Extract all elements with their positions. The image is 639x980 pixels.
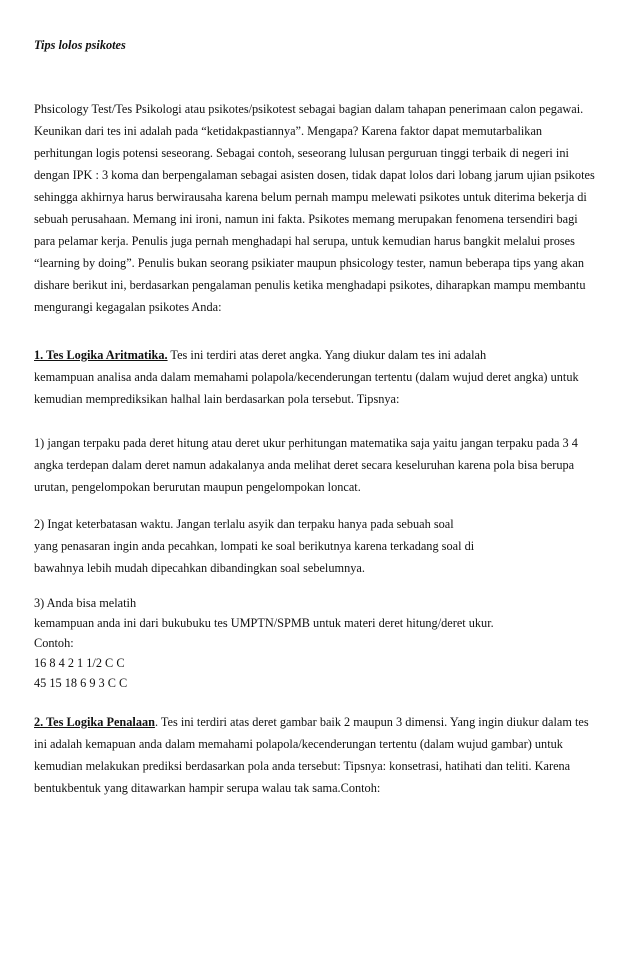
tip-line: kemampuan anda ini dari bukubuku tes UMPTN/SPMB untuk materi deret hitung/deret ukur. <box>34 616 494 630</box>
intro-line: dengan IPK : 3 koma dan berpengalaman sebagai asisten dosen, tidak dapat lolos dari lobang jarum ujian psikotes <box>34 168 595 182</box>
example-sequence: 45 15 18 6 9 3 C C <box>34 676 128 690</box>
section-heading: 2. Tes Logika Penalaan <box>34 715 155 729</box>
tip-line: bawahnya lebih mudah dipecahkan dibandingkan soal sebelumnya. <box>34 561 365 575</box>
tip-1-paragraph <box>34 432 614 498</box>
tip-3-paragraph <box>34 593 614 693</box>
section-line: kemampuan analisa anda dalam memahami polapola/kecenderungan tertentu (dalam wujud deret angka) untuk <box>34 370 579 384</box>
intro-line: sehingga akhirnya harus berwirausaha karena belum pernah mampu melewati psikotes untuk diterima bekerja di <box>34 190 587 204</box>
intro-line: dishare berikut ini, berdasarkan pengalaman penulis ketika menghadapi psikotes, diharapkan mampu membantu <box>34 278 586 292</box>
section-line: kemudian melakukan prediksi berdasarkan pola anda tersebut: Tipsnya: konsetrasi, hatihati dan teliti. Karena <box>34 759 571 773</box>
intro-line: Keunikan dari tes ini adalah pada “ketidakpastiannya”. Mengapa? Karena faktor dapat memutarbalikan <box>34 124 543 138</box>
intro-line: para pelamar kerja. Penulis juga pernah menghadapi hal serupa, untuk kemudian harus bangkit melalui proses <box>34 234 575 248</box>
tip-line: 1) jangan terpaku pada deret hitung atau deret ukur perhitungan matematika saja yaitu jangan terpaku pada 3 4 <box>34 436 578 450</box>
example-label: Contoh: <box>34 636 74 650</box>
section-first-line-text: Tes ini terdiri atas deret angka. Yang diukur dalam tes ini adalah <box>167 348 487 362</box>
document-title: Tips lolos psikotes <box>34 38 126 52</box>
section-first-line <box>34 344 614 366</box>
section-first-line <box>34 711 614 733</box>
tip-line: yang penasaran ingin anda pecahkan, lompati ke soal berikutnya karena terkadang soal di <box>34 539 475 553</box>
section-line: ini adalah kemapuan anda dalam memahami polapola/kecenderungan tertentu (dalam wujud gambar) untuk <box>34 737 563 751</box>
tip-2-paragraph <box>34 513 614 579</box>
intro-line: Phsicology Test/Tes Psikologi atau psikotes/psikotest sebagai bagian dalam tahapan penerimaan calon pegawai. <box>34 102 584 116</box>
section-logika-aritmatika <box>34 344 614 410</box>
tip-line: 2) Ingat keterbatasan waktu. Jangan terlalu asyik dan terpaku hanya pada sebuah soal <box>34 517 454 531</box>
example-sequence: 16 8 4 2 1 1/2 C C <box>34 656 125 670</box>
intro-line: mengurangi kegagalan psikotes Anda: <box>34 300 222 314</box>
tip-line: angka terdepan dalam deret namun adakalanya anda melihat deret secara keseluruhan karena pola bisa berupa <box>34 458 575 472</box>
tip-line: urutan, pengelompokan berurutan maupun pengelompokan loncat. <box>34 480 361 494</box>
section-heading: 1. Tes Logika Aritmatika. <box>34 348 168 362</box>
intro-paragraph <box>34 98 614 318</box>
tip-line: 3) Anda bisa melatih <box>34 596 137 610</box>
intro-line: sebuah perusahaan. Memang ini ironi, namun ini fakta. Psikotes memang merupakan fenomena tersendiri bagi <box>34 212 578 226</box>
intro-line: perhitungan logis potensi seseorang. Sebagai contoh, seseorang lulusan perguruan tinggi terbaik di negeri ini <box>34 146 569 160</box>
section-first-line-text: . Tes ini terdiri atas deret gambar baik 2 maupun 3 dimensi. Yang ingin diukur dalam tes <box>154 715 589 729</box>
section-line: bentukbentuk yang ditawarkan hampir serupa walau tak sama.Contoh: <box>34 781 381 795</box>
intro-line: “learning by doing”. Penulis bukan seorang psikiater maupun phsicology tester, namun beberapa tips yang akan <box>34 256 584 270</box>
section-line: kemudian memprediksikan halhal lain berdasarkan pola tersebut. Tipsnya: <box>34 392 400 406</box>
section-logika-penalaan <box>34 711 614 799</box>
